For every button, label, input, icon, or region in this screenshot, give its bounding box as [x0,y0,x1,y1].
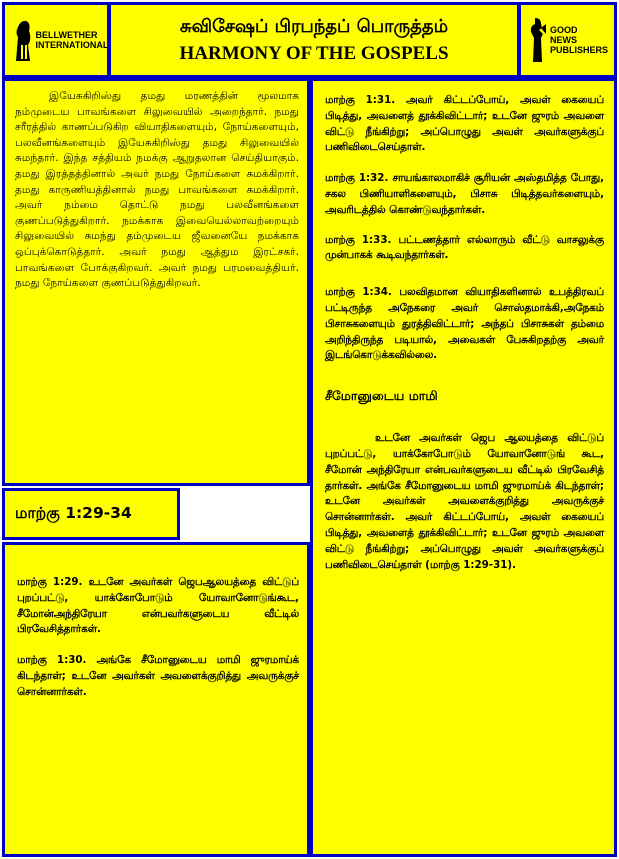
verse-mark-1-33: மாற்கு 1:33. பட்டணத்தார் எல்லாரும் வீட்டு வாசலுக்கு முன்பாகக் கூடிவந்தார்கள். [325,233,604,262]
verse-mark-1-31: மாற்கு 1:31. அவர் கிட்டப்போய், அவள் கையைப் பிடித்து, அவளைத் தூக்கிவிட்டார்; உடனே ஜுரம் அவளை விட்டு நீங்கிற்று; அப்பொழுது அவள் அவர்களுக்குப் பணிவிடைசெய்தாள். [325,94,604,154]
bellwether-logo-text: BELLWETHER INTERNATIONAL [35,30,109,50]
reference-box [2,488,180,540]
section-subheading: சீமோனுடைய மாமி [325,388,438,404]
summary-paragraph: உடனே அவர்கள் ஜெப ஆலயத்தை விட்டுப் புறப்பட்டு, யாக்கோபோடும் யோவானோடுங் கூட, சீமோன் அந்திரேயா என்பவர்களுடைய வீட்டில் பிரவேசித் தார்கள். அங்கே சீமோனுடைய மாமி ஜுரமாய்க் கிடந்தாள்; உடனே அவர்கள் அவளைக்குறித்து அவருக்குச் சொன்னார்கள். அவர் கிட்டப்போய், அவள் கையைப் பிடித்து, அவளைத் தூக்கிவிட்டார்; உடனே ஜுரம் அவளை விட்டு நீங்கிற்று; அப்பொழுது அவள் அவர்களுக்குப் பணிவிடைசெய்தாள் (மாற்கு 1:29-31). [325,432,604,571]
good-news-logo-box [518,2,617,78]
reference-label: மாற்கு 1:29-34 [15,504,132,522]
right-column-box [310,78,617,857]
intro-paragraph: இயேசுகிறிஸ்து தமது மரணத்தின் மூலமாக நம்முடைய பாவங்களை சிலுவையில் அறைந்தார். நமது சரீரத்தில் காணப்படுகிற வியாதிகளையும், நோய்களையும், பலவீனங்களையும் இயேசுகிறிஸ்து தமது சிலுவையில் சுமந்தார். இந்த சத்தியம் நமக்கு ஆறுதலான செய்தியாகும். தமது இரத்தத்தினால் அவர் நமது நோய்களை சுமக்கிறார். தமது காருணியத்தினால் நமது பாவங்களை சுமக்கிறார். அவர் நம்மை தொட்டு நமது பலவீனங்களை குணப்படுத்துகிறார். நமக்காக இவையெல்லாவற்றையும் சிலுவையில் சுமந்து தம்முடைய ஜீவனையே நமக்காக ஒப்புக்கொடுத்தார். அவர் நமது ஆத்தும இரட்சகர். பாவங்களை போக்குகிறவர். அவர் நமது பரமவைத்தியர். நமது நோய்களை குணப்படுத்துகிறவர். [15,90,299,290]
good-news-logo-text: GOOD NEWS PUBLISHERS [550,25,609,55]
intro-box [2,78,310,486]
verse-mark-1-30: மாற்கு 1:30. அங்கே சீமோனுடைய மாமி ஜுரமாய்க் கிடந்தாள்; உடனே அவர்கள் அவளைக்குறித்து அவருக்குச் சொன்னார்கள். [17,654,299,698]
verse-mark-1-29: மாற்கு 1:29. உடனே அவர்கள் ஜெபஆலயத்தை விட்டுப் புறப்பட்டு, யாக்கோபோடும் யோவானோடுங்கூட, சீமோன்அந்திரேயா என்பவர்களுடைய வீட்டில் பிரவேசித்தார்கள். [17,576,299,636]
verse-mark-1-32: மாற்கு 1:32. சாயங்காலமாகிச் சூரியன் அஸ்தமித்த போது, சகல பிணியாளிகளையும், பிசாசு பிடித்தவர்களையும், அவரிடத்தில் கொண்டுவந்தார்கள். [325,172,604,216]
bellwether-logo-box [2,2,110,78]
title-box [108,2,520,78]
title-tamil: சுவிசேஷப் பிரபந்தப் பொருத்தம் [179,16,449,37]
verse-mark-1-34: மாற்கு 1:34. பலவிதமான வியாதிகளினால் உபத்திரவப் பட்டிருந்த அநேகரை அவர் சொஸ்தமாக்கி,அநேகம் பிசாசுகளையும் துரத்திவிட்டார்; அந்தப் பிசாசுகள் தம்மை அறிந்திருந்த படியால், அவைகள் பேசுகிறதற்கு அவர் இடங்கொடுக்கவில்லை. [325,286,604,362]
left-verses-box [2,542,310,857]
title-english: HARMONY OF THE GOSPELS [179,43,449,64]
sheep-icon [13,17,33,63]
megaphone-figure-icon [529,16,547,64]
